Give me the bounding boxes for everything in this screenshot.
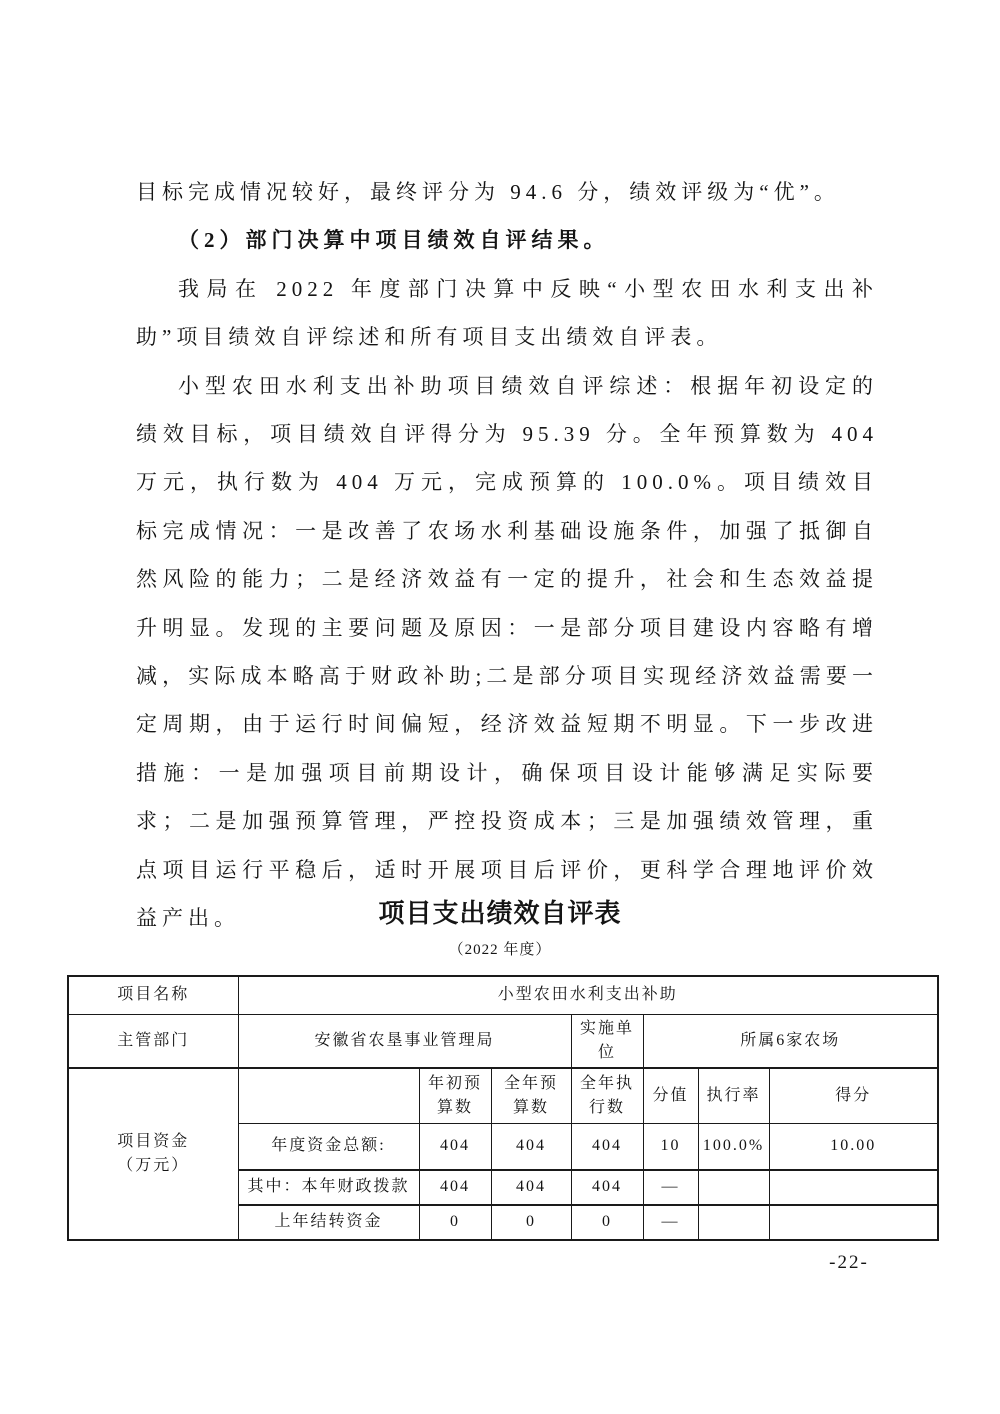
heading-self-eval-results: （2）部门决算中项目绩效自评结果。 xyxy=(178,228,610,253)
row-label-carryover-funds: 上年结转资金 xyxy=(238,1205,419,1240)
fiscal-allocation-annual-budget: 404 xyxy=(491,1170,571,1205)
paragraph-self-eval-overview: 小型农田水利支出补助项目绩效自评综述：根据年初设定的绩效目标，项目绩效自评得分为 95.39 分。全年预算数为 404 万元，执行数为 404 万元，完成预算的 100.0%。项目绩效目标完成情况：一是改善了农场水利基础设施条件，加强了抵御自然风险的能力；二是经济效益有一定的提升，社会和生态效益提升明显。发现的主要问题及原因：一是部分项目建设内容略有增减，实际成本略高于财政补助;二是部分项目实现经济效益需要一定周期，由于运行时间偏短，经济效益短期不明显。下一步改进措施：一是加强项目前期设计，确保项目设计能够满足实际要求；二是加强预算管理，严控投资成本；三是加强绩效管理，重点项目运行平稳后，适时开展项目后评价，更科学合理地评价效益产出。 xyxy=(136,373,878,931)
table-row-project-name xyxy=(68,976,938,1014)
impl-label-cell: 实施单位 xyxy=(571,1014,643,1068)
body-text-block xyxy=(136,168,878,943)
fiscal-allocation-points: — xyxy=(643,1170,698,1205)
funds-section-label-cell xyxy=(68,1068,238,1240)
fiscal-allocation-executed: 404 xyxy=(571,1170,643,1205)
carryover-points: — xyxy=(643,1205,698,1240)
row-label-fiscal-allocation: 其中：本年财政拨款 xyxy=(238,1170,419,1205)
header-execution-rate: 执行率 xyxy=(698,1068,769,1124)
annual-total-initial-budget: 404 xyxy=(419,1124,491,1170)
table-row-departments xyxy=(68,1014,938,1068)
carryover-score xyxy=(769,1205,938,1240)
funds-label-line1: 项目资金 xyxy=(117,1132,190,1150)
carryover-annual-budget: 0 xyxy=(491,1205,571,1240)
table-subtitle: （2022 年度） xyxy=(448,942,552,958)
page-number: -22- xyxy=(829,1252,869,1273)
header-initial-budget: 年初预算数 xyxy=(419,1068,491,1124)
annual-total-annual-budget: 404 xyxy=(491,1124,571,1170)
carryover-executed: 0 xyxy=(571,1205,643,1240)
paragraph-rating-summary: 目标完成情况较好，最终评分为 94.6 分，绩效评级为“优”。 xyxy=(136,180,840,204)
carryover-initial-budget: 0 xyxy=(419,1205,491,1240)
funds-label-line2: （万元） xyxy=(117,1156,190,1174)
dept-value-cell: 安徽省农垦事业管理局 xyxy=(238,1014,571,1068)
fiscal-allocation-initial-budget: 404 xyxy=(419,1170,491,1205)
paragraph-final-accounts: 我局在 2022 年度部门决算中反映“小型农田水利支出补助”项目绩效自评综述和所有项目支出绩效自评表。 xyxy=(136,276,878,350)
dept-label-cell: 主管部门 xyxy=(68,1014,238,1068)
self-eval-table xyxy=(67,975,939,1241)
header-empty-cell xyxy=(238,1068,419,1124)
carryover-execution-rate xyxy=(698,1205,769,1240)
annual-total-points: 10 xyxy=(643,1124,698,1170)
fiscal-allocation-score xyxy=(769,1170,938,1205)
annual-total-executed: 404 xyxy=(571,1124,643,1170)
fiscal-allocation-execution-rate xyxy=(698,1170,769,1205)
header-annual-executed: 全年执行数 xyxy=(571,1068,643,1124)
annual-total-execution-rate: 100.0% xyxy=(698,1124,769,1170)
header-score: 得分 xyxy=(769,1068,938,1124)
header-annual-budget: 全年预算数 xyxy=(491,1068,571,1124)
table-row-column-headers xyxy=(68,1068,938,1124)
annual-total-score: 10.00 xyxy=(769,1124,938,1170)
project-name-label-cell: 项目名称 xyxy=(68,976,238,1014)
row-label-annual-total: 年度资金总额: xyxy=(238,1124,419,1170)
table-title: 项目支出绩效自评表 xyxy=(378,898,622,928)
header-points: 分值 xyxy=(643,1068,698,1124)
impl-value-cell: 所属6家农场 xyxy=(643,1014,938,1068)
project-name-value-cell: 小型农田水利支出补助 xyxy=(238,976,938,1014)
